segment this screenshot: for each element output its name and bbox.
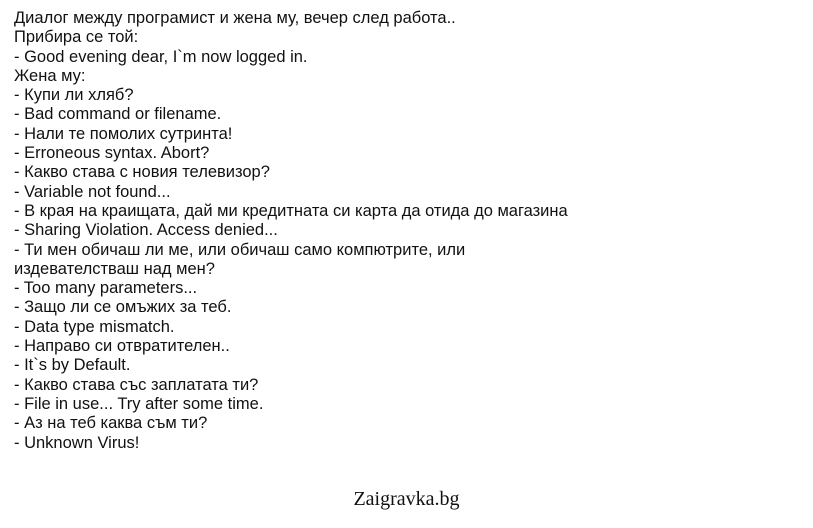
joke-line: - Ти мен обичаш ли ме, или обичаш само компютрите, или издевателстваш над мен? [14,240,466,278]
joke-line: - Направо си отвратителен.. [14,337,230,356]
joke-line: Диалог между програмист и жена му, вечер след работа.. [14,9,456,27]
joke-line: Жена му: [14,66,86,85]
joke-line: - Too many parameters... [14,279,198,298]
joke-line: - Аз на теб каква съм ти? [14,414,208,433]
joke-text [14,9,574,453]
joke-line: - Good evening dear, I`m now logged in. [14,47,308,66]
joke-line: - Bad command or filename. [14,105,222,124]
site-footer: Zaigravka.bg [353,488,460,510]
joke-line: Прибира се той: [14,28,139,47]
joke-line: - Unknown Virus! [14,433,140,452]
joke-line: - Data type mismatch. [14,317,175,336]
joke-line: - Какво става със заплатата ти? [14,375,259,394]
joke-line: - Нали те помолих сутринта! [14,124,233,143]
joke-line: - Защо ли се омъжих за теб. [14,298,232,317]
joke-line: - It`s by Default. [14,356,131,375]
joke-line: - В края на краищата, дай ми кредитната си карта да отида до магазина [14,201,568,220]
joke-line: - File in use... Try after some time. [14,394,264,413]
joke-line: - Sharing Violation. Access denied... [14,221,278,240]
joke-line: - Variable not found... [14,182,171,201]
joke-line: - Erroneous syntax. Abort? [14,144,210,163]
joke-line: - Купи ли хляб? [14,86,134,105]
joke-line: - Какво става с новия телевизор? [14,163,270,182]
